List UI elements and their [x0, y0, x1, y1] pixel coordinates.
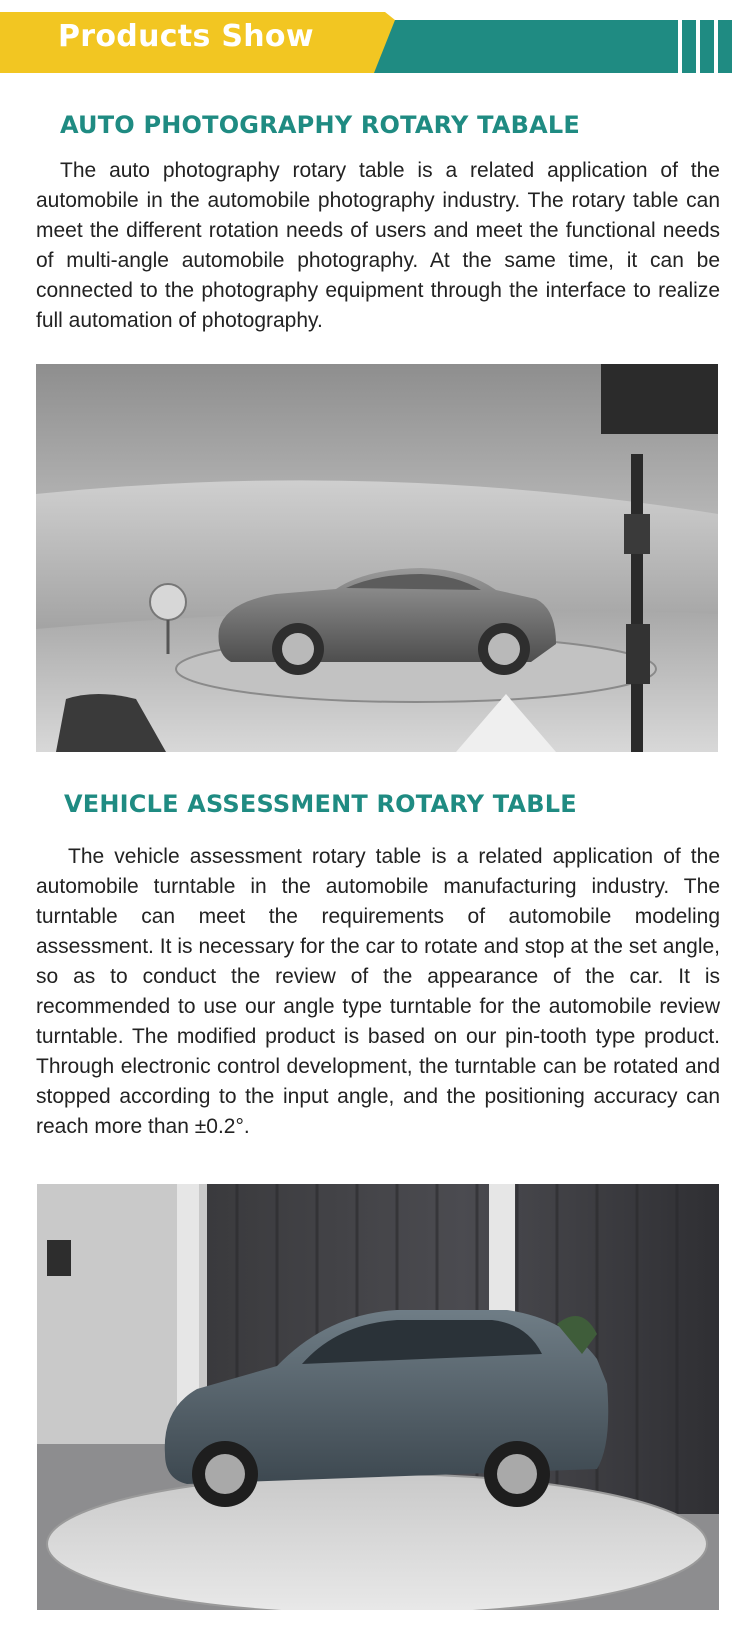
section-body-vehicle-assessment: The vehicle assessment rotary table is a related application of the automobile turntable in the automobile manufacturing industry. The turntable can meet the requirements of automobile modeling assessment. It is necessary for the car to rotate and stop at the set angle, so as to conduct the review of the appearance of the car. It is recommended to use our angle type turntable for the automobile review turntable. The modified product is based on our pin-tooth type product. Through electronic control development, the turntable can be rotated and stopped according to the input angle, and the positioning accuracy can reach more than ±0.2°. [36, 845, 720, 1138]
section-title-vehicle-assessment: VEHICLE ASSESSMENT ROTARY TABLE [64, 790, 577, 818]
auto-photography-studio-photo [36, 364, 718, 752]
section-title-auto-photography: AUTO PHOTOGRAPHY ROTARY TABALE [60, 111, 580, 139]
vehicle-assessment-turntable-photo [37, 1184, 719, 1610]
section-body-auto-photography: The auto photography rotary table is a related application of the automobile in the automobile photography industry. The rotary table can meet the different rotation needs of users and meet the functional needs of multi-angle automobile photography. At the same time, it can be connected to the photography equipment through the interface to realize full automation of photography. [36, 159, 720, 332]
banner-title: Products Show [58, 19, 314, 54]
products-show-banner [0, 0, 750, 73]
